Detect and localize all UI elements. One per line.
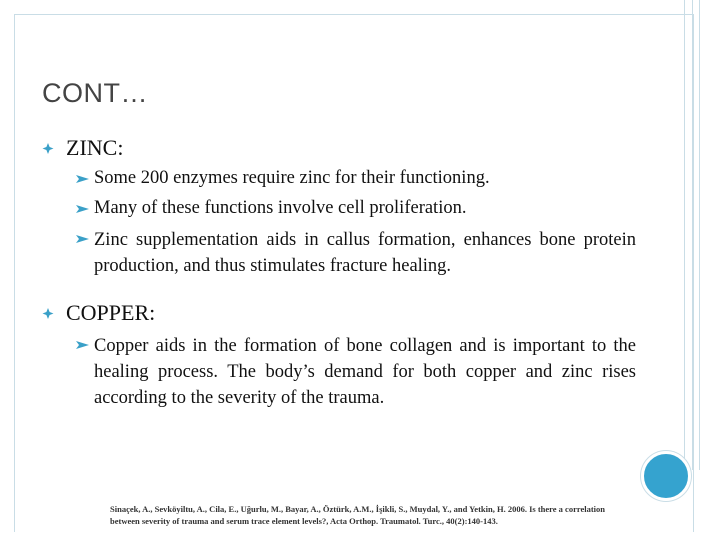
fleuron-bullet-icon (42, 307, 54, 320)
bullet-text: Some 200 enzymes require zinc for their functioning. (94, 168, 490, 188)
decor-line (699, 0, 700, 470)
bullet-icon (76, 204, 89, 214)
section-heading: ZINC: (66, 135, 124, 160)
section-heading: COPPER: (66, 300, 156, 325)
decor-line (692, 0, 693, 470)
fleuron-bullet-icon (42, 142, 54, 155)
decor-circle (641, 451, 691, 501)
reference-citation: Sinaçek, A., Sevköyiltu, A., Cila, E., Uğurlu, M., Bayar, A., Öztürk, A.M., İşikli, S., Muydal, Y., and Yetkin, H. 2006. Is there a correlation between severity of trauma and serum trace element levels?, Acta Orthop. Traumatol. Turc., 40(2):140-143. (110, 504, 606, 526)
slide-title: CONT… (42, 78, 148, 108)
bullet-icon (76, 340, 89, 350)
bullet-text: Copper aids in the formation of bone collagen and is important to the healing process. The body’s demand for both copper and zinc rises according to the severity of the trauma. (94, 336, 636, 408)
bullet-text: Many of these functions involve cell proliferation. (94, 198, 467, 218)
bullet-text: Zinc supplementation aids in callus formation, enhances bone protein production, and thus stimulates fracture healing. (94, 230, 636, 276)
decor-line (684, 0, 685, 470)
bullet-icon (76, 174, 89, 184)
bullet-icon (76, 234, 89, 244)
